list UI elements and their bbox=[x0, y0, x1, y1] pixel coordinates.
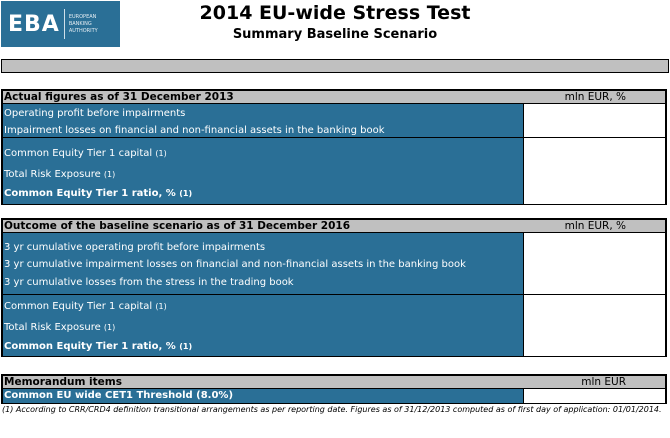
actual-capital-values bbox=[524, 138, 665, 204]
baseline-outcome-section bbox=[1, 218, 667, 357]
row-cet1-capital: Common Equity Tier 1 capital (1) bbox=[4, 148, 167, 159]
memorandum-threshold-block bbox=[3, 389, 665, 403]
row-impairment-losses: Impairment losses on financial and non-financial assets in the banking book bbox=[4, 125, 385, 136]
baseline-cumulative-values bbox=[524, 233, 665, 294]
memorandum-section bbox=[1, 374, 667, 404]
row-cet1-threshold: Common EU wide CET1 Threshold (8.0%) bbox=[4, 390, 234, 401]
header-divider-bar bbox=[1, 59, 669, 73]
row-cet1-capital: Common Equity Tier 1 capital (1) bbox=[4, 301, 167, 312]
row-cet1-ratio: Common Equity Tier 1 ratio, % (1) bbox=[4, 188, 193, 199]
actual-profit-values bbox=[524, 104, 665, 137]
row-cum-trading-losses: 3 yr cumulative losses from the stress in the trading book bbox=[4, 277, 294, 288]
actual-figures-header bbox=[3, 91, 665, 104]
page-subtitle: Summary Baseline Scenario bbox=[232, 27, 438, 42]
memorandum-threshold-value bbox=[524, 389, 665, 403]
memorandum-header bbox=[3, 376, 665, 389]
row-cum-impairment: 3 yr cumulative impairment losses on financial and non-financial assets in the banking book bbox=[4, 259, 466, 270]
row-total-risk-exposure: Total Risk Exposure (1) bbox=[4, 169, 116, 180]
row-cum-operating-profit: 3 yr cumulative operating profit before impairments bbox=[4, 242, 266, 253]
row-total-risk-exposure: Total Risk Exposure (1) bbox=[4, 322, 116, 333]
actual-figures-section bbox=[1, 89, 667, 205]
actual-profit-block bbox=[3, 104, 665, 137]
section-title: Outcome of the baseline scenario as of 31 December 2016 bbox=[4, 220, 351, 232]
page-title: 2014 EU-wide Stress Test bbox=[199, 2, 471, 24]
baseline-outcome-header bbox=[3, 220, 665, 233]
row-operating-profit: Operating profit before impairments bbox=[4, 108, 186, 119]
logo-subtext: EUROPEAN BANKING AUTHORITY bbox=[68, 13, 98, 34]
row-cet1-ratio: Common Equity Tier 1 ratio, % (1) bbox=[4, 341, 193, 352]
section-title: Memorandum items bbox=[4, 376, 122, 388]
logo-divider bbox=[64, 9, 65, 39]
baseline-cumulative-block bbox=[3, 233, 665, 294]
baseline-capital-values bbox=[524, 295, 665, 356]
section-unit: mln EUR bbox=[581, 376, 626, 388]
footnote: (1) According to CRR/CRD4 definition transitional arrangements as per reporting date. Figures as of 31/12/2013 computed as of first day of application: 01/01/2014. bbox=[2, 405, 662, 414]
baseline-capital-block bbox=[3, 294, 665, 356]
section-title: Actual figures as of 31 December 2013 bbox=[4, 91, 234, 103]
section-unit: mln EUR, % bbox=[564, 91, 626, 103]
section-unit: mln EUR, % bbox=[564, 220, 626, 232]
actual-capital-block bbox=[3, 137, 665, 204]
eba-logo bbox=[1, 1, 120, 47]
logo-mark: EBA bbox=[8, 11, 60, 37]
